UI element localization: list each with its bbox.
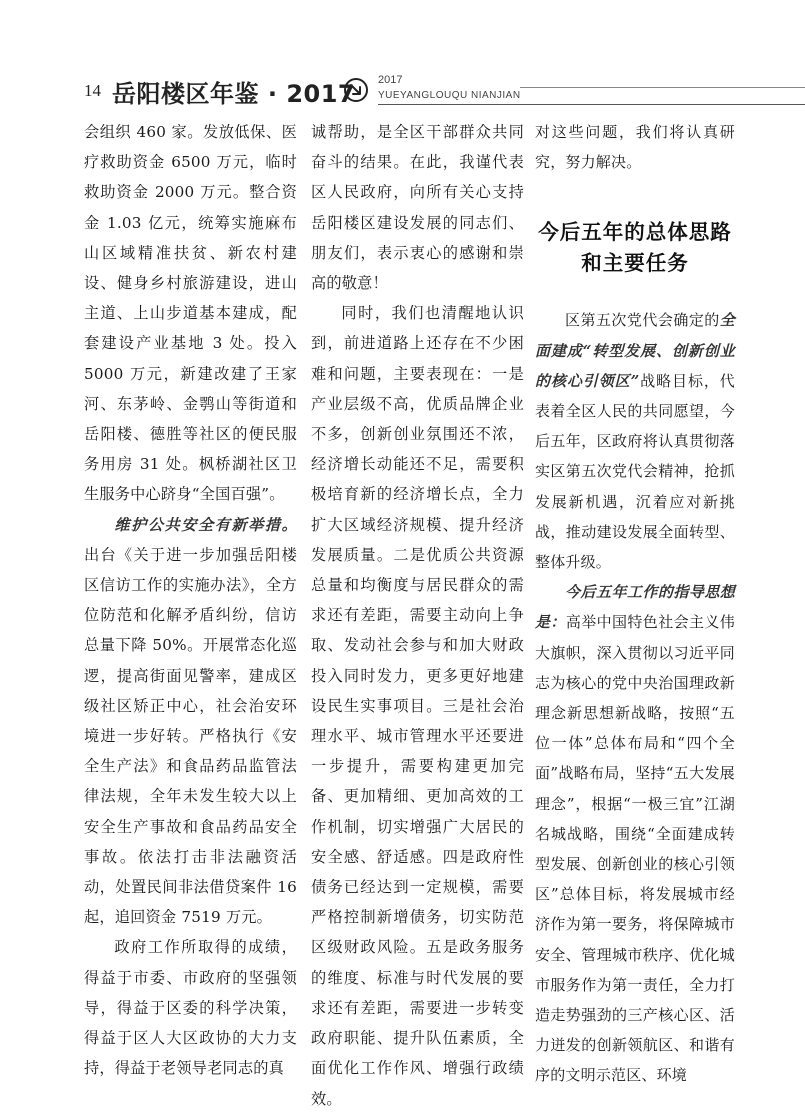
paragraph-body: 高举中国特色社会主义伟大旗帜，深入贯彻以习近平同志为核心的党中央治国理政新理念新思想新战略，按照“五位一体”总体布局和“四个全面”战略布局，坚持“五大发展理念”，根据“一极三宜”江湖名城战略，围绕“全面建成转型发展、创新创业的核心引领区”总体目标，将发展城市经济作为第一要务，将保障城市安全、管理城市秩序、优化城市服务作为第一责任，全力打造走势强劲的三产核心区、活力迸发的创新领航区、和谐有序的文明示范区、环境 (535, 613, 736, 1085)
section-title-line: 和主要任务 (581, 251, 689, 276)
arrow-circle-icon (343, 77, 369, 103)
paragraph-text: 区第五次党代会确定的 (565, 311, 720, 330)
paragraph (535, 305, 735, 577)
section-title-line: 今后五年的总体思路 (538, 220, 732, 245)
paragraph-lead: 维护公共安全有新举措。 (114, 515, 297, 534)
section-title (535, 217, 735, 279)
paragraph: 同时，我们也清醒地认识到，前进道路上还存在不少困难和问题，主要表现在：一是产业层级不高，优质品牌企业不多，创新创业氛围还不浓，经济增长动能还不足，需要积极培育新的经济增长点，全力扩大区域经济规模、提升经济发展质量。二是优质公共资源总量和均衡度与居民群众的需求还有差距，需要主动向上争取、发动社会参与和加大财政投入同时发力，更多更好地建设民生实事项目。三是社会治理水平、城市管理水平还要进一步提升，需要构建更加完备、更加精细、更加高效的工作机制，切实增强广大居民的安全感、舒适感。四是政府性债务已经达到一定规模，需要严格控制新增债务，切实防范区级财政风险。五是政务服务的维度、标准与时代发展的要求还有差距，需要进一步转变政府职能、提升队伍素质，全面优化工作作风、增强行政绩效。 (311, 304, 524, 1108)
paragraph: 会组织 460 家。发放低保、医疗救助资金 6500 万元，临时救助资金 2000 万元。整合资金 1.03 亿元，统筹实施麻布山区域精准扶贫、新农村建设、健身乡村旅游建设，进山主道、上山步道基本建成，配套建设产业基地 3 处。投入 5000 万元，新建改建了王家河、东茅岭、金鹗山等街道和岳阳楼、德胜等社区的便民服务用房 31 处。枫桥湖社区卫生服务中心跻身“全国百强”。 (84, 123, 297, 504)
paragraph-lead: 今后五年工作的指导思想是： (535, 583, 735, 632)
text-column-3 (535, 117, 735, 1091)
text-column-2 (311, 117, 524, 1114)
paragraph-text: 战略目标，代表着全区人民的共同愿望，今后五年，区政府将认真贯彻落实区第五次党代会精神，抢抓发展新机遇，沉着应对新挑战，推动建设发展全面转型、整体升级。 (535, 371, 736, 572)
header-year: 2017 (378, 74, 403, 86)
paragraph: 诚帮助，是全区干部群众共同奋斗的结果。在此，我谨代表区人民政府，向所有关心支持岳阳楼区建设发展的同志们、朋友们，表示衷心的感谢和崇高的敬意！ (311, 123, 524, 293)
paragraph: 对这些问题，我们将认真研究，努力解决。 (535, 123, 735, 172)
book-title: 岳阳楼区年鉴 · 2017 (112, 80, 356, 108)
paragraph (535, 577, 735, 1090)
page-header (0, 0, 805, 110)
paragraph-emphasis: 全面建成“转型发展、创新创业的核心引领区” (535, 311, 735, 390)
header-pinyin: YUEYANGLOUQU NIANJIAN (378, 90, 521, 101)
text-column-1 (84, 117, 297, 1084)
paragraph: 政府工作所取得的成绩，得益于市委、市政府的坚强领导，得益于区委的科学决策，得益于区人大区政协的大力支持，得益于老领导老同志的真 (84, 938, 297, 1078)
paragraph (84, 510, 297, 933)
header-rule-top (520, 87, 805, 88)
page-number: 14 (84, 81, 101, 100)
paragraph-body: 出台《关于进一步加强岳阳楼区信访工作的实施办法》，全方位防范和化解矛盾纠纷，信访总量下降 50%。开展常态化巡逻，提高街面见警率，建成区级社区矫正中心，社会治安环境进一步好转。严格执行《安全生产法》和食品药品监管法律法规，全年未发生较大以上安全生产事故和食品药品安全事故。依法打击非法融资活动，处置民间非法借贷案件 16 起，追回资金 7519 万元。 (84, 545, 297, 927)
header-rule (378, 104, 805, 105)
